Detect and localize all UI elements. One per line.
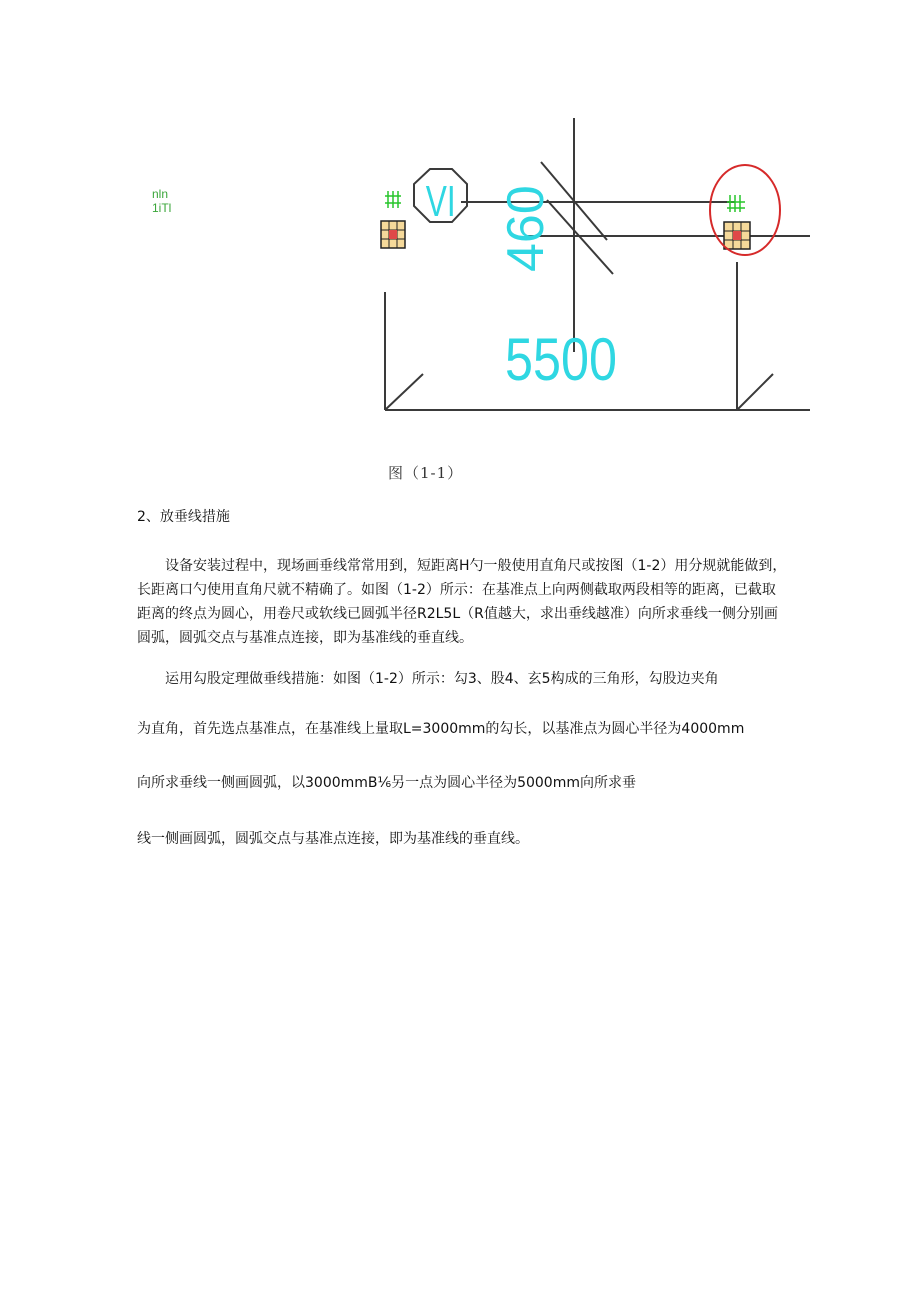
octagon-node-label: VI (425, 176, 456, 227)
paragraph-2-line-2: 为直角，首先选点基准点，在基准线上量取L=3000mm的勾长，以基准点为圆心半径为4000mm (137, 721, 745, 737)
paragraph-1: 设备安装过程中，现场画垂线常常用到，短距离H勺一般使用直角尺或按图（1-2）用分规就能做到，长距离口勺使用直角尺就不精确了。如图（1-2）所示：在基准点上向两侧截取两段相等的距离，已截取距离的终点为圆心，用卷尺或软线已圆弧半径R2L5L（R值越大，求出垂线越准）向所求垂线一侧分别画圆弧，圆弧交点与基准点连接，即为基准线的垂直线。 (137, 558, 787, 646)
left-diagonal-tick (385, 374, 423, 410)
side-mark-line2: 1iTl (152, 201, 172, 215)
figure-diagram (355, 112, 815, 422)
right-green-marker-icon (727, 195, 745, 212)
paragraph-2-line-3: 向所求垂线一侧画圆弧，以3000mmB⅙另一点为圆心半径为5000mm向所求垂 (137, 775, 636, 791)
right-grid-symbol-icon (724, 222, 750, 249)
side-mark (152, 187, 192, 215)
left-green-marker-icon (385, 191, 401, 208)
dimension-horizontal: 5500 (505, 326, 617, 393)
section-heading: 2、放垂线措施 (137, 509, 230, 525)
figure-caption: 图（1-1） (388, 464, 464, 482)
left-grid-symbol-icon (381, 221, 405, 248)
paragraph-2-line-1: 运用勾股定理做垂线措施：如图（1-2）所示：勾3、股4、玄5构成的三角形，勾股边夹角 (165, 671, 719, 687)
dimension-vertical: 460 (497, 185, 555, 272)
side-mark-line1: nln (152, 187, 169, 201)
right-diagonal-tick (737, 374, 773, 410)
paragraph-2-line-4: 线一侧画圆弧，圆弧交点与基准点连接，即为基准线的垂直线。 (137, 831, 529, 847)
